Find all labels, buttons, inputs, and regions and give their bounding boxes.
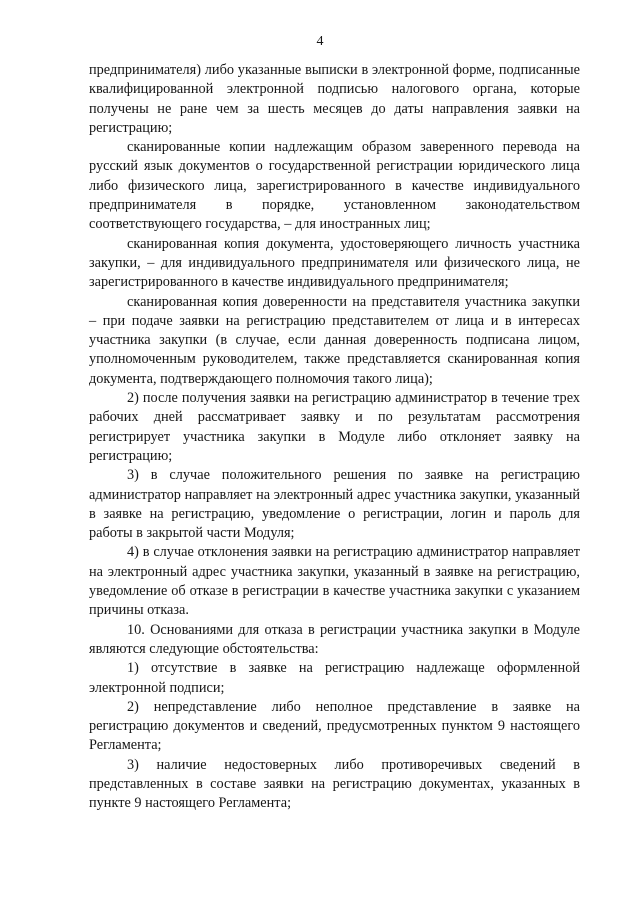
paragraph-reason-2: 2) непредставление либо неполное представление в заявке на регистрацию документов и сведений, предусмотренных пунктом 9 настоящего Регламента; (89, 698, 580, 754)
paragraph-identity-document: сканированная копия документа, удостоверяющего личность участника закупки, – для индивидуального предпринимателя или физического лица, не зарегистрированного в качестве индивидуального предпринимателя; (89, 235, 580, 291)
paragraph-section-10: 10. Основаниями для отказа в регистрации участника закупки в Модуле являются следующие обстоятельства: (89, 621, 580, 657)
paragraph-item-4-rejection: 4) в случае отклонения заявки на регистрацию администратор направляет на электронный адрес участника закупки, указанный в заявке на регистрацию, уведомление об отказе в регистрации в качестве участника закупки с указанием причины отказа. (89, 544, 580, 619)
paragraph-item-3-approval: 3) в случае положительного решения по заявке на регистрацию администратор направляет на электронный адрес участника закупки, указанный в заявке на регистрацию, уведомление о регистрации, логин и пароль для работы в закрытой части Модуля; (89, 467, 580, 542)
paragraph-item-2-review: 2) после получения заявки на регистрацию администратор в течение трех рабочих дней рассматривает заявку и по результатам рассмотрения регистрирует участника закупки в Модуле либо отклоняет заявку на регистрацию; (89, 390, 580, 464)
paragraph-translated-copies: сканированные копии надлежащим образом заверенного перевода на русский язык документов о государственной регистрации юридического лица либо физического лица, зарегистрированного в качестве индивидуального предпринимателя в порядке, установленном законодательством соответствующего государства, – для иностранных лиц; (89, 139, 580, 233)
body-text (89, 61, 580, 814)
page-number: 4 (316, 34, 324, 49)
paragraph-power-of-attorney: сканированная копия доверенности на представителя участника закупки – при подаче заявки на регистрацию представителем от лица и в интересах участника закупки (в случае, если данная доверенность подписана лицом, уполномоченным руководителем, также представляется сканированная копия документа, подтверждающего полномочия такого лица); (89, 293, 580, 387)
paragraph-continuation: предпринимателя) либо указанные выписки в электронной форме, подписанные квалифицированной электронной подписью налогового органа, которые получены не ране чем за шесть месяцев до даты направления заявки на регистрацию; (89, 62, 580, 136)
paragraph-reason-3: 3) наличие недостоверных либо противоречивых сведений в представленных в составе заявки на регистрацию документах, указанных в пункте 9 настоящего Регламента; (89, 756, 580, 812)
paragraph-reason-1: 1) отсутствие в заявке на регистрацию надлежаще оформленной электронной подписи; (89, 660, 580, 696)
